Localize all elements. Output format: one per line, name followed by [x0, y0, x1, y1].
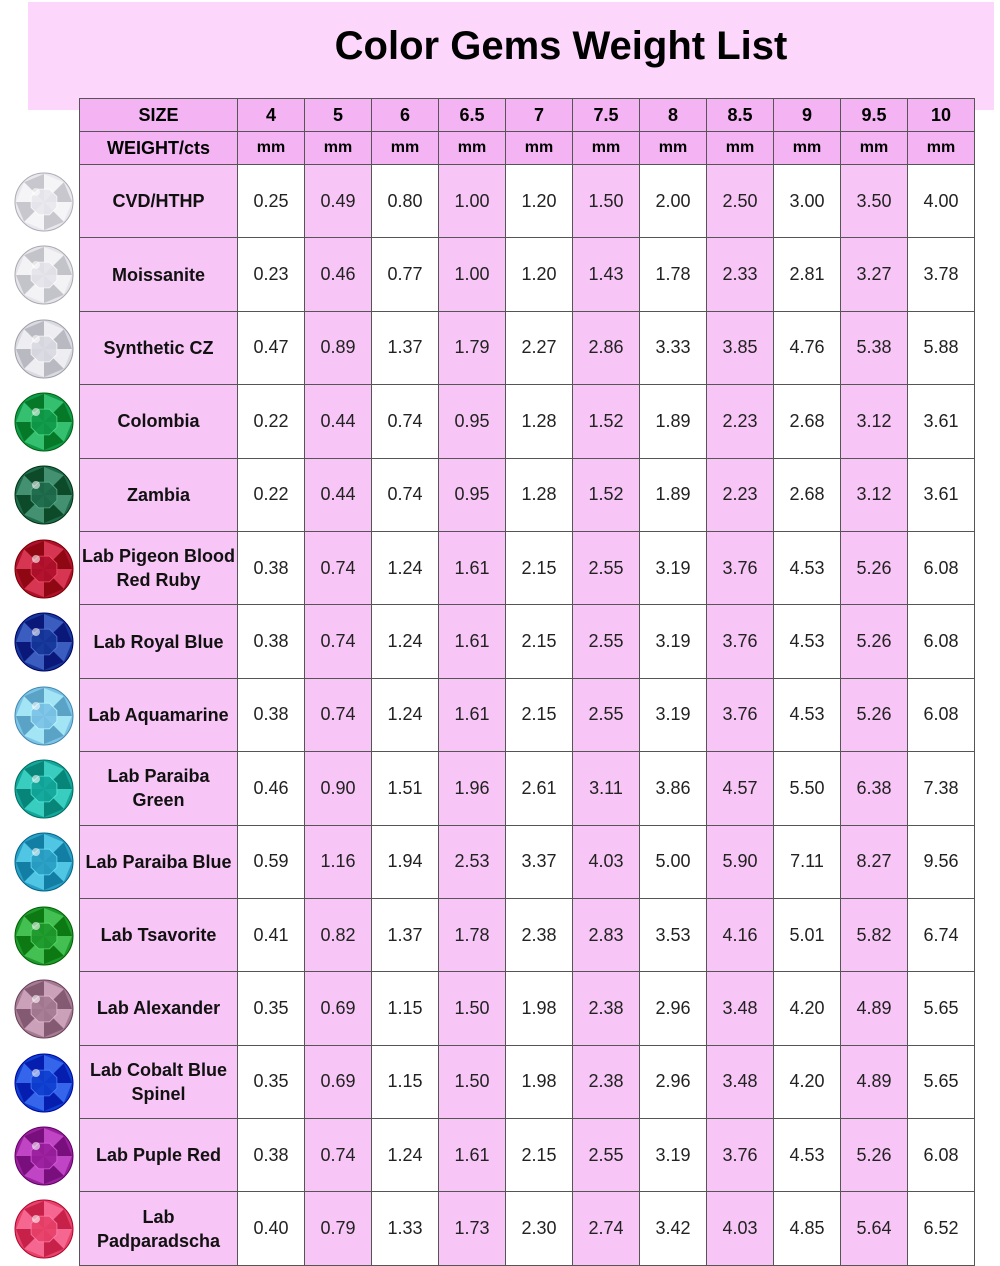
- weight-value: 1.20: [506, 165, 573, 238]
- size-column-header: 7.5: [573, 99, 640, 132]
- weight-value: 1.43: [573, 238, 640, 311]
- weight-value: 2.55: [573, 605, 640, 678]
- weight-value: 3.61: [908, 459, 975, 532]
- weight-value: 2.50: [707, 165, 774, 238]
- weight-value: 1.28: [506, 385, 573, 458]
- paraiba-green-icon: [14, 759, 74, 819]
- weight-value: 3.76: [707, 679, 774, 752]
- weight-value: 0.22: [238, 385, 305, 458]
- weight-value: 3.76: [707, 532, 774, 605]
- weight-value: 6.08: [908, 679, 975, 752]
- weight-value: 4.20: [774, 1046, 841, 1119]
- weight-value: 4.53: [774, 605, 841, 678]
- weight-value: 3.76: [707, 605, 774, 678]
- weight-value: 4.53: [774, 1119, 841, 1192]
- size-column-header: 4: [238, 99, 305, 132]
- sapphire-icon: [14, 612, 74, 672]
- weight-value: 5.65: [908, 972, 975, 1045]
- weight-value: 2.15: [506, 532, 573, 605]
- weight-value: 0.22: [238, 459, 305, 532]
- gem-name: Moissanite: [80, 238, 238, 311]
- weight-value: 0.74: [305, 605, 372, 678]
- weight-value: 6.08: [908, 532, 975, 605]
- weight-value: 3.27: [841, 238, 908, 311]
- weight-value: 2.23: [707, 385, 774, 458]
- weight-value: 1.24: [372, 605, 439, 678]
- size-column-header: 9.5: [841, 99, 908, 132]
- size-column-header: 6.5: [439, 99, 506, 132]
- weight-value: 0.46: [305, 238, 372, 311]
- weight-value: 3.42: [640, 1192, 707, 1265]
- gem-name: CVD/HTHP: [80, 165, 238, 238]
- weight-value: 7.11: [774, 826, 841, 899]
- weight-value: 4.16: [707, 899, 774, 972]
- weight-value: 6.52: [908, 1192, 975, 1265]
- weight-value: 1.20: [506, 238, 573, 311]
- weight-value: 5.00: [640, 826, 707, 899]
- weight-value: 1.24: [372, 532, 439, 605]
- weight-value: 1.00: [439, 165, 506, 238]
- weight-value: 5.38: [841, 312, 908, 385]
- weight-value: 1.89: [640, 459, 707, 532]
- weight-value: 1.52: [573, 459, 640, 532]
- weight-value: 1.33: [372, 1192, 439, 1265]
- weight-value: 2.55: [573, 1119, 640, 1192]
- weight-value: 0.25: [238, 165, 305, 238]
- weight-value: 2.53: [439, 826, 506, 899]
- tsavorite-icon: [14, 906, 74, 966]
- weight-value: 0.35: [238, 1046, 305, 1119]
- weight-value: 0.89: [305, 312, 372, 385]
- weight-value: 2.23: [707, 459, 774, 532]
- weight-value: 5.82: [841, 899, 908, 972]
- weight-value: 6.08: [908, 1119, 975, 1192]
- weight-header-label: WEIGHT/cts: [80, 132, 238, 165]
- size-header-label: SIZE: [80, 99, 238, 132]
- weight-value: 4.00: [908, 165, 975, 238]
- unit-label: mm: [439, 132, 506, 165]
- weight-value: 2.74: [573, 1192, 640, 1265]
- gem-name: Lab Cobalt Blue Spinel: [80, 1046, 238, 1119]
- weight-value: 3.85: [707, 312, 774, 385]
- weight-value: 0.79: [305, 1192, 372, 1265]
- weight-value: 1.37: [372, 312, 439, 385]
- weight-value: 0.23: [238, 238, 305, 311]
- weight-value: 5.88: [908, 312, 975, 385]
- weight-value: 0.80: [372, 165, 439, 238]
- weight-value: 0.49: [305, 165, 372, 238]
- weight-value: 1.78: [640, 238, 707, 311]
- weight-value: 3.86: [640, 752, 707, 825]
- weight-value: 0.95: [439, 385, 506, 458]
- weight-value: 4.03: [707, 1192, 774, 1265]
- weight-value: 5.64: [841, 1192, 908, 1265]
- white-diamond-icon: [14, 245, 74, 305]
- weight-value: 1.61: [439, 1119, 506, 1192]
- weight-value: 0.59: [238, 826, 305, 899]
- weight-value: 7.38: [908, 752, 975, 825]
- gem-name: Lab Alexander: [80, 972, 238, 1045]
- weight-value: 4.20: [774, 972, 841, 1045]
- weight-value: 5.90: [707, 826, 774, 899]
- weight-value: 5.65: [908, 1046, 975, 1119]
- unit-label: mm: [238, 132, 305, 165]
- weight-value: 0.47: [238, 312, 305, 385]
- weight-value: 1.79: [439, 312, 506, 385]
- purple-red-icon: [14, 1126, 74, 1186]
- alexandrite-icon: [14, 979, 74, 1039]
- padparadscha-icon: [14, 1199, 74, 1259]
- ruby-icon: [14, 539, 74, 599]
- unit-label: mm: [640, 132, 707, 165]
- weight-value: 1.24: [372, 1119, 439, 1192]
- weight-value: 2.15: [506, 605, 573, 678]
- weight-value: 2.38: [573, 972, 640, 1045]
- gem-name: Lab Royal Blue: [80, 605, 238, 678]
- weight-value: 0.74: [305, 679, 372, 752]
- weight-value: 0.44: [305, 459, 372, 532]
- weight-value: 2.00: [640, 165, 707, 238]
- weight-value: 3.53: [640, 899, 707, 972]
- weight-value: 5.26: [841, 679, 908, 752]
- size-column-header: 10: [908, 99, 975, 132]
- weight-value: 2.38: [506, 899, 573, 972]
- weight-value: 0.44: [305, 385, 372, 458]
- weight-value: 1.37: [372, 899, 439, 972]
- weight-value: 2.55: [573, 532, 640, 605]
- weight-value: 4.53: [774, 532, 841, 605]
- weight-value: 0.69: [305, 1046, 372, 1119]
- weight-value: 4.89: [841, 1046, 908, 1119]
- weight-value: 8.27: [841, 826, 908, 899]
- weight-value: 0.82: [305, 899, 372, 972]
- weight-value: 1.00: [439, 238, 506, 311]
- weight-value: 1.15: [372, 972, 439, 1045]
- weight-value: 3.12: [841, 385, 908, 458]
- paraiba-blue-icon: [14, 832, 74, 892]
- gem-name: Zambia: [80, 459, 238, 532]
- gem-name: Colombia: [80, 385, 238, 458]
- white-diamond-icon: [14, 319, 74, 379]
- weight-value: 3.11: [573, 752, 640, 825]
- unit-label: mm: [908, 132, 975, 165]
- weight-value: 2.96: [640, 972, 707, 1045]
- weight-value: 2.83: [573, 899, 640, 972]
- gem-name: Lab Paraiba Green: [80, 752, 238, 825]
- weight-value: 4.76: [774, 312, 841, 385]
- weight-value: 0.74: [305, 532, 372, 605]
- weight-value: 4.57: [707, 752, 774, 825]
- unit-label: mm: [841, 132, 908, 165]
- size-column-header: 5: [305, 99, 372, 132]
- weight-value: 1.61: [439, 605, 506, 678]
- weight-value: 2.27: [506, 312, 573, 385]
- unit-label: mm: [573, 132, 640, 165]
- weight-value: 2.61: [506, 752, 573, 825]
- weight-value: 1.73: [439, 1192, 506, 1265]
- weight-value: 1.94: [372, 826, 439, 899]
- weight-value: 1.16: [305, 826, 372, 899]
- weight-value: 1.98: [506, 1046, 573, 1119]
- weight-table: [79, 98, 975, 1266]
- weight-value: 0.69: [305, 972, 372, 1045]
- weight-value: 2.86: [573, 312, 640, 385]
- weight-value: 2.15: [506, 1119, 573, 1192]
- weight-value: 3.19: [640, 679, 707, 752]
- weight-value: 4.53: [774, 679, 841, 752]
- weight-value: 2.68: [774, 385, 841, 458]
- weight-value: 1.50: [439, 972, 506, 1045]
- size-column-header: 8: [640, 99, 707, 132]
- weight-value: 1.24: [372, 679, 439, 752]
- weight-value: 5.26: [841, 605, 908, 678]
- gem-name: Lab Tsavorite: [80, 899, 238, 972]
- page-title: Color Gems Weight List: [334, 24, 788, 68]
- weight-value: 0.77: [372, 238, 439, 311]
- weight-value: 6.08: [908, 605, 975, 678]
- weight-value: 6.74: [908, 899, 975, 972]
- aquamarine-icon: [14, 686, 74, 746]
- weight-value: 0.38: [238, 532, 305, 605]
- weight-value: 1.89: [640, 385, 707, 458]
- weight-value: 3.76: [707, 1119, 774, 1192]
- title-banner: [28, 2, 994, 110]
- weight-value: 4.85: [774, 1192, 841, 1265]
- size-column-header: 9: [774, 99, 841, 132]
- weight-value: 3.48: [707, 972, 774, 1045]
- weight-value: 0.90: [305, 752, 372, 825]
- gem-name: Lab Aquamarine: [80, 679, 238, 752]
- weight-value: 3.78: [908, 238, 975, 311]
- unit-label: mm: [305, 132, 372, 165]
- weight-value: 0.74: [372, 385, 439, 458]
- weight-value: 2.30: [506, 1192, 573, 1265]
- weight-value: 0.38: [238, 679, 305, 752]
- weight-value: 2.38: [573, 1046, 640, 1119]
- size-column-header: 8.5: [707, 99, 774, 132]
- weight-value: 2.15: [506, 679, 573, 752]
- weight-value: 1.50: [439, 1046, 506, 1119]
- weight-value: 5.01: [774, 899, 841, 972]
- weight-value: 0.46: [238, 752, 305, 825]
- gem-name: Synthetic CZ: [80, 312, 238, 385]
- weight-value: 0.38: [238, 605, 305, 678]
- gem-name: Lab Paraiba Blue: [80, 826, 238, 899]
- weight-value: 5.26: [841, 1119, 908, 1192]
- gem-name: Lab Padparadscha: [80, 1192, 238, 1265]
- spinel-icon: [14, 1053, 74, 1113]
- weight-value: 0.74: [372, 459, 439, 532]
- gem-name: Lab Puple Red: [80, 1119, 238, 1192]
- unit-label: mm: [506, 132, 573, 165]
- weight-value: 3.61: [908, 385, 975, 458]
- weight-value: 1.96: [439, 752, 506, 825]
- weight-value: 0.38: [238, 1119, 305, 1192]
- unit-label: mm: [707, 132, 774, 165]
- weight-value: 5.26: [841, 532, 908, 605]
- weight-value: 1.52: [573, 385, 640, 458]
- weight-value: 1.61: [439, 679, 506, 752]
- white-diamond-icon: [14, 172, 74, 232]
- weight-value: 0.40: [238, 1192, 305, 1265]
- weight-value: 1.50: [573, 165, 640, 238]
- unit-label: mm: [774, 132, 841, 165]
- weight-value: 1.28: [506, 459, 573, 532]
- weight-value: 0.35: [238, 972, 305, 1045]
- weight-value: 3.37: [506, 826, 573, 899]
- weight-value: 1.98: [506, 972, 573, 1045]
- weight-value: 3.48: [707, 1046, 774, 1119]
- weight-value: 5.50: [774, 752, 841, 825]
- weight-value: 3.00: [774, 165, 841, 238]
- unit-label: mm: [372, 132, 439, 165]
- emerald-icon: [14, 465, 74, 525]
- weight-value: 2.55: [573, 679, 640, 752]
- weight-value: 0.74: [305, 1119, 372, 1192]
- weight-value: 3.19: [640, 532, 707, 605]
- weight-value: 3.12: [841, 459, 908, 532]
- weight-value: 1.78: [439, 899, 506, 972]
- weight-value: 9.56: [908, 826, 975, 899]
- weight-value: 1.61: [439, 532, 506, 605]
- weight-value: 2.81: [774, 238, 841, 311]
- weight-value: 3.19: [640, 1119, 707, 1192]
- weight-value: 6.38: [841, 752, 908, 825]
- size-column-header: 7: [506, 99, 573, 132]
- weight-value: 3.33: [640, 312, 707, 385]
- gem-name: Lab Pigeon Blood Red Ruby: [80, 532, 238, 605]
- weight-value: 0.95: [439, 459, 506, 532]
- weight-value: 4.03: [573, 826, 640, 899]
- size-column-header: 6: [372, 99, 439, 132]
- weight-value: 2.33: [707, 238, 774, 311]
- weight-value: 3.19: [640, 605, 707, 678]
- weight-value: 0.41: [238, 899, 305, 972]
- weight-value: 3.50: [841, 165, 908, 238]
- emerald-icon: [14, 392, 74, 452]
- weight-value: 2.68: [774, 459, 841, 532]
- weight-value: 2.96: [640, 1046, 707, 1119]
- weight-value: 1.15: [372, 1046, 439, 1119]
- weight-value: 1.51: [372, 752, 439, 825]
- weight-value: 4.89: [841, 972, 908, 1045]
